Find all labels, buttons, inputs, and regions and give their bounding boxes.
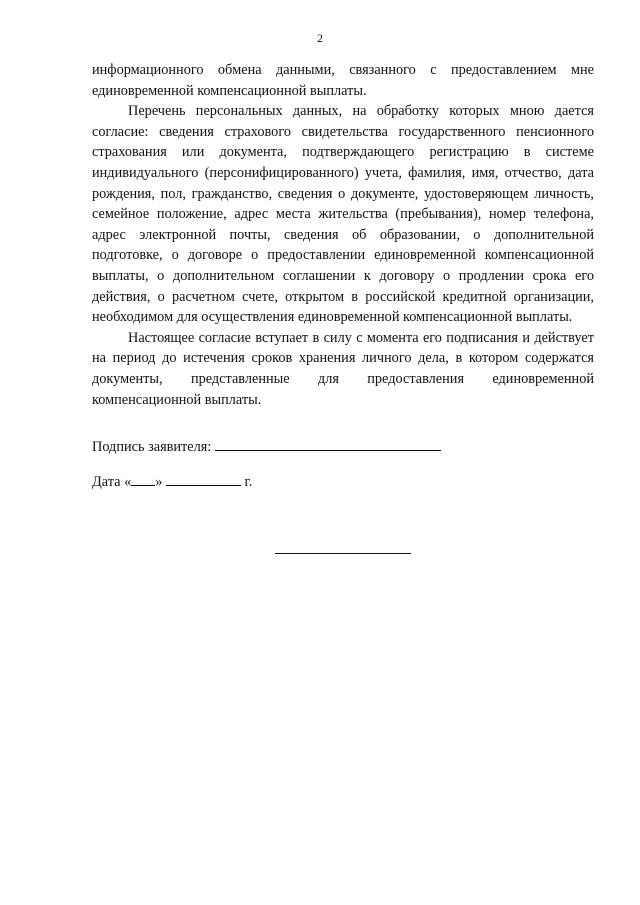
signature-line xyxy=(92,435,441,457)
date-middle: » xyxy=(155,474,166,490)
signature-label: Подпись заявителя: xyxy=(92,439,212,455)
signature-field[interactable] xyxy=(215,435,441,451)
date-month-year-field[interactable] xyxy=(166,470,241,486)
date-day-field[interactable] xyxy=(131,470,155,486)
paragraph-consent-validity: Настоящее согласие вступает в силу с момента его подписания и действует на период до истечения сроков хранения личного дела, в котором содержатся документы, представленные для предоставления единовременной компенсационной выплаты. xyxy=(92,329,594,408)
paragraph-personal-data-list: Перечень персональных данных, на обработку которых мною дается согласие: сведения страхового свидетельства государственного пенсионного страхования или документа, подтверждающего регистрацию в системе индивидуального (персонифицированного) учета, фамилия, имя, отчество, дата рождения, пол, гражданство, сведения о документе, удостоверяющем личность, семейное положение, адрес места жительства (пребывания), номер телефона, адрес электронной почты, сведения об образовании, о дополнительной подготовке, о договоре о предоставлении единовременной компенсационной выплаты, о дополнительном соглашении к договору о продлении срока его действия, о расчетном счете, открытом в российской кредитной организации, необходимом для осуществления единовременной компенсационной выплаты. xyxy=(92,103,594,326)
date-line xyxy=(92,470,252,492)
paragraph-continuation: информационного обмена данными, связанного с предоставлением мне единовременной компенсационной выплаты. xyxy=(92,62,594,99)
date-prefix: Дата « xyxy=(92,474,132,490)
page-number: 2 xyxy=(317,31,323,45)
body-text xyxy=(92,60,594,410)
end-of-document-rule xyxy=(275,553,411,554)
date-suffix: г. xyxy=(240,474,253,490)
